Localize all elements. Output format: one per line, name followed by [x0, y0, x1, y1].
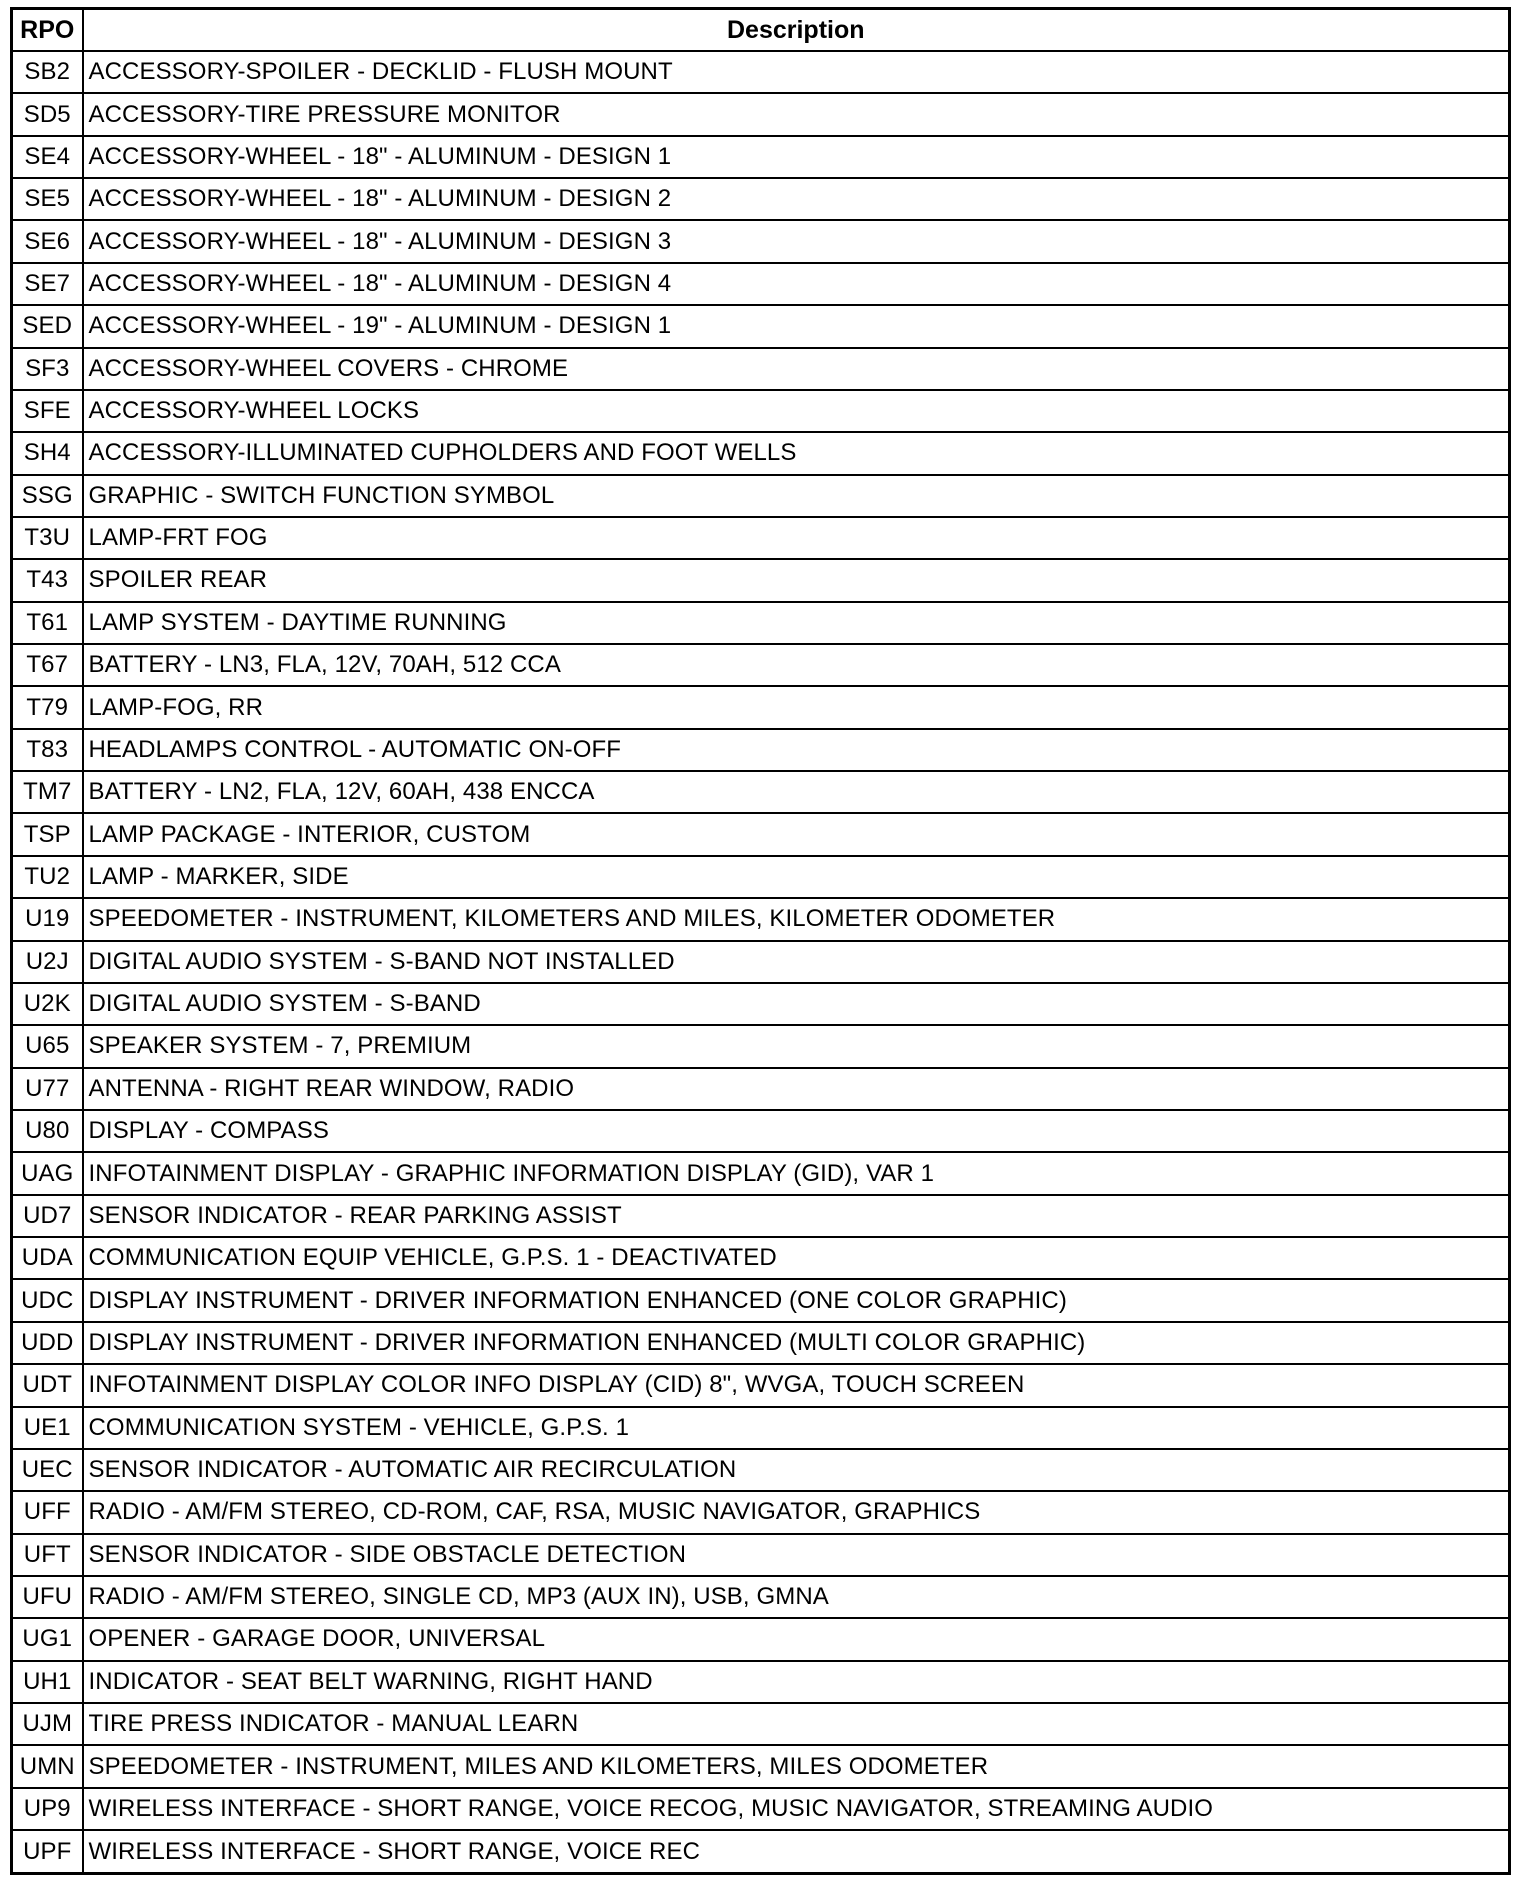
rpo-code-cell: T3U	[12, 517, 83, 559]
table-row	[12, 1703, 1510, 1745]
rpo-code-cell: UFU	[12, 1576, 83, 1618]
table-row	[12, 348, 1510, 390]
rpo-code-cell: U2K	[12, 983, 83, 1025]
rpo-code-cell: UDD	[12, 1322, 83, 1364]
description-cell: LAMP-FRT FOG	[83, 517, 1510, 559]
description-cell: SENSOR INDICATOR - AUTOMATIC AIR RECIRCULATION	[83, 1449, 1510, 1491]
description-cell: WIRELESS INTERFACE - SHORT RANGE, VOICE REC	[83, 1830, 1510, 1873]
description-cell: OPENER - GARAGE DOOR, UNIVERSAL	[83, 1618, 1510, 1660]
table-row	[12, 686, 1510, 728]
table-row	[12, 856, 1510, 898]
rpo-table	[10, 7, 1511, 1875]
table-row	[12, 178, 1510, 220]
description-cell: BATTERY - LN3, FLA, 12V, 70AH, 512 CCA	[83, 644, 1510, 686]
rpo-code-cell: U2J	[12, 941, 83, 983]
table-row	[12, 1407, 1510, 1449]
description-cell: DIGITAL AUDIO SYSTEM - S-BAND NOT INSTALLED	[83, 941, 1510, 983]
rpo-code-cell: T79	[12, 686, 83, 728]
description-cell: INDICATOR - SEAT BELT WARNING, RIGHT HAND	[83, 1661, 1510, 1703]
description-cell: SPEEDOMETER - INSTRUMENT, MILES AND KILOMETERS, MILES ODOMETER	[83, 1745, 1510, 1787]
description-cell: DISPLAY INSTRUMENT - DRIVER INFORMATION ENHANCED (ONE COLOR GRAPHIC)	[83, 1279, 1510, 1321]
table-row	[12, 983, 1510, 1025]
rpo-code-cell: T83	[12, 729, 83, 771]
table-row	[12, 1110, 1510, 1152]
table-row	[12, 263, 1510, 305]
description-cell: DISPLAY - COMPASS	[83, 1110, 1510, 1152]
table-row	[12, 1576, 1510, 1618]
table-row	[12, 220, 1510, 262]
description-cell: ACCESSORY-WHEEL - 19" - ALUMINUM - DESIGN 1	[83, 305, 1510, 347]
description-cell: LAMP - MARKER, SIDE	[83, 856, 1510, 898]
rpo-code-cell: U80	[12, 1110, 83, 1152]
description-cell: ACCESSORY-WHEEL LOCKS	[83, 390, 1510, 432]
description-cell: COMMUNICATION EQUIP VEHICLE, G.P.S. 1 - DEACTIVATED	[83, 1237, 1510, 1279]
rpo-code-cell: SH4	[12, 432, 83, 474]
rpo-code-cell: UMN	[12, 1745, 83, 1787]
description-cell: ACCESSORY-WHEEL - 18" - ALUMINUM - DESIGN 2	[83, 178, 1510, 220]
description-cell: ACCESSORY-ILLUMINATED CUPHOLDERS AND FOOT WELLS	[83, 432, 1510, 474]
rpo-code-cell: TSP	[12, 813, 83, 855]
rpo-code-cell: UFF	[12, 1491, 83, 1533]
description-cell: DISPLAY INSTRUMENT - DRIVER INFORMATION ENHANCED (MULTI COLOR GRAPHIC)	[83, 1322, 1510, 1364]
table-row	[12, 1364, 1510, 1406]
rpo-column-header: RPO	[12, 9, 83, 52]
description-cell: SENSOR INDICATOR - REAR PARKING ASSIST	[83, 1195, 1510, 1237]
rpo-code-cell: SB2	[12, 51, 83, 93]
rpo-code-cell: UDT	[12, 1364, 83, 1406]
table-row	[12, 390, 1510, 432]
description-cell: DIGITAL AUDIO SYSTEM - S-BAND	[83, 983, 1510, 1025]
description-cell: ACCESSORY-WHEEL COVERS - CHROME	[83, 348, 1510, 390]
description-cell: SENSOR INDICATOR - SIDE OBSTACLE DETECTION	[83, 1534, 1510, 1576]
table-row	[12, 1322, 1510, 1364]
table-row	[12, 1025, 1510, 1067]
description-cell: ACCESSORY-SPOILER - DECKLID - FLUSH MOUNT	[83, 51, 1510, 93]
rpo-code-cell: UPF	[12, 1830, 83, 1873]
table-row	[12, 1661, 1510, 1703]
table-row	[12, 93, 1510, 135]
table-row	[12, 771, 1510, 813]
rpo-code-cell: SSG	[12, 475, 83, 517]
rpo-code-cell: U77	[12, 1068, 83, 1110]
rpo-code-cell: U19	[12, 898, 83, 940]
description-cell: LAMP PACKAGE - INTERIOR, CUSTOM	[83, 813, 1510, 855]
rpo-code-cell: UFT	[12, 1534, 83, 1576]
description-column-header: Description	[83, 9, 1510, 52]
rpo-code-cell: UEC	[12, 1449, 83, 1491]
table-row	[12, 1491, 1510, 1533]
rpo-code-cell: T43	[12, 559, 83, 601]
table-row	[12, 1068, 1510, 1110]
table-row	[12, 305, 1510, 347]
table-row	[12, 729, 1510, 771]
description-cell: ANTENNA - RIGHT REAR WINDOW, RADIO	[83, 1068, 1510, 1110]
description-cell: ACCESSORY-WHEEL - 18" - ALUMINUM - DESIGN 4	[83, 263, 1510, 305]
description-cell: WIRELESS INTERFACE - SHORT RANGE, VOICE RECOG, MUSIC NAVIGATOR, STREAMING AUDIO	[83, 1788, 1510, 1830]
rpo-code-cell: SE4	[12, 136, 83, 178]
rpo-code-cell: TM7	[12, 771, 83, 813]
rpo-code-cell: UH1	[12, 1661, 83, 1703]
rpo-code-cell: SE7	[12, 263, 83, 305]
description-cell: INFOTAINMENT DISPLAY COLOR INFO DISPLAY (CID) 8", WVGA, TOUCH SCREEN	[83, 1364, 1510, 1406]
table-row	[12, 1618, 1510, 1660]
table-row	[12, 517, 1510, 559]
description-cell: LAMP SYSTEM - DAYTIME RUNNING	[83, 602, 1510, 644]
table-row	[12, 1745, 1510, 1787]
rpo-code-cell: SE5	[12, 178, 83, 220]
rpo-code-cell: SED	[12, 305, 83, 347]
description-cell: INFOTAINMENT DISPLAY - GRAPHIC INFORMATION DISPLAY (GID), VAR 1	[83, 1152, 1510, 1194]
table-row	[12, 136, 1510, 178]
description-cell: SPOILER REAR	[83, 559, 1510, 601]
rpo-code-cell: T67	[12, 644, 83, 686]
rpo-code-cell: UP9	[12, 1788, 83, 1830]
rpo-code-cell: SFE	[12, 390, 83, 432]
table-row	[12, 1449, 1510, 1491]
description-cell: HEADLAMPS CONTROL - AUTOMATIC ON-OFF	[83, 729, 1510, 771]
rpo-code-cell: U65	[12, 1025, 83, 1067]
rpo-code-cell: TU2	[12, 856, 83, 898]
description-cell: TIRE PRESS INDICATOR - MANUAL LEARN	[83, 1703, 1510, 1745]
table-row	[12, 941, 1510, 983]
description-cell: GRAPHIC - SWITCH FUNCTION SYMBOL	[83, 475, 1510, 517]
description-cell: LAMP-FOG, RR	[83, 686, 1510, 728]
table-row	[12, 432, 1510, 474]
table-body	[12, 51, 1510, 1874]
description-cell: RADIO - AM/FM STEREO, SINGLE CD, MP3 (AUX IN), USB, GMNA	[83, 1576, 1510, 1618]
header-row	[12, 9, 1510, 52]
rpo-code-cell: UDC	[12, 1279, 83, 1321]
description-cell: BATTERY - LN2, FLA, 12V, 60AH, 438 ENCCA	[83, 771, 1510, 813]
rpo-code-cell: SE6	[12, 220, 83, 262]
description-cell: ACCESSORY-TIRE PRESSURE MONITOR	[83, 93, 1510, 135]
rpo-code-cell: UJM	[12, 1703, 83, 1745]
table-row	[12, 602, 1510, 644]
table-row	[12, 644, 1510, 686]
description-cell: SPEEDOMETER - INSTRUMENT, KILOMETERS AND MILES, KILOMETER ODOMETER	[83, 898, 1510, 940]
table-row	[12, 1237, 1510, 1279]
table-row	[12, 1279, 1510, 1321]
description-cell: SPEAKER SYSTEM - 7, PREMIUM	[83, 1025, 1510, 1067]
table-row	[12, 1152, 1510, 1194]
table-row	[12, 1788, 1510, 1830]
rpo-code-cell: UAG	[12, 1152, 83, 1194]
table-row	[12, 51, 1510, 93]
rpo-code-cell: UDA	[12, 1237, 83, 1279]
table-row	[12, 813, 1510, 855]
rpo-code-cell: SF3	[12, 348, 83, 390]
description-cell: COMMUNICATION SYSTEM - VEHICLE, G.P.S. 1	[83, 1407, 1510, 1449]
rpo-code-cell: UD7	[12, 1195, 83, 1237]
rpo-code-cell: SD5	[12, 93, 83, 135]
table-row	[12, 1830, 1510, 1873]
rpo-code-cell: UG1	[12, 1618, 83, 1660]
description-cell: ACCESSORY-WHEEL - 18" - ALUMINUM - DESIGN 3	[83, 220, 1510, 262]
rpo-code-cell: T61	[12, 602, 83, 644]
table-row	[12, 1534, 1510, 1576]
description-cell: ACCESSORY-WHEEL - 18" - ALUMINUM - DESIGN 1	[83, 136, 1510, 178]
rpo-code-cell: UE1	[12, 1407, 83, 1449]
table-row	[12, 898, 1510, 940]
table-row	[12, 475, 1510, 517]
table-row	[12, 559, 1510, 601]
description-cell: RADIO - AM/FM STEREO, CD-ROM, CAF, RSA, MUSIC NAVIGATOR, GRAPHICS	[83, 1491, 1510, 1533]
table-header	[12, 9, 1510, 52]
table-row	[12, 1195, 1510, 1237]
